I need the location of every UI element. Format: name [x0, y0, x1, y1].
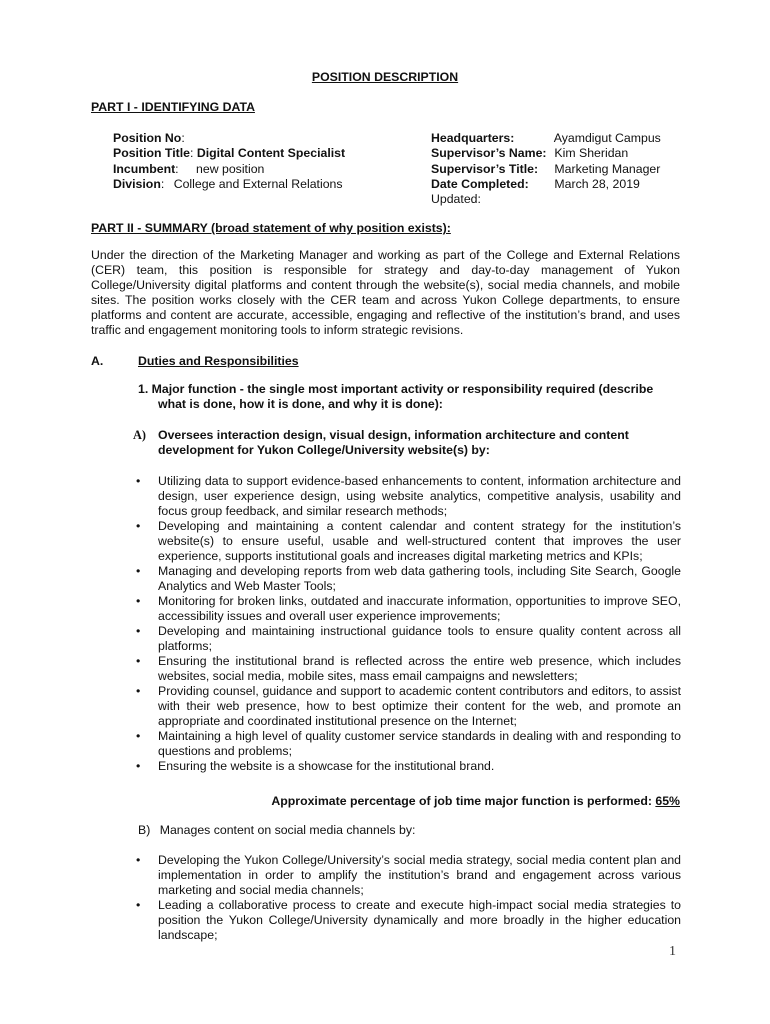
position-title-value: Digital Content Specialist [196, 146, 346, 161]
list-item [136, 624, 681, 654]
section-a-letter: A. [91, 354, 104, 368]
page-number: 1 [669, 944, 676, 959]
identifying-data-left [113, 131, 345, 192]
headquarters-value: Ayamdigut Campus [553, 131, 661, 145]
list-item [136, 564, 681, 594]
list-item [136, 759, 681, 774]
list-item-text: Developing and maintaining a content calendar and content strategy for the institution’s website(s) to ensure useful, usable and well-structured content that improves the user experience, supports institutional goals and increases digital marketing metrics and KPIs; [158, 519, 681, 563]
list-item-text: Maintaining a high level of quality customer service standards in dealing with and responding to questions and problems; [158, 729, 681, 758]
subsection-a-heading: Oversees interaction design, visual design, information architecture and content development for Yukon College/University website(s) by: [158, 428, 629, 457]
subsection-a-bullets [136, 474, 681, 774]
list-item-text: Developing and maintaining instructional guidance tools to ensure quality content across all platforms; [158, 624, 681, 653]
list-item [136, 474, 681, 519]
incumbent-label: Incumbent [113, 161, 176, 176]
major-function-heading [138, 382, 683, 412]
supervisor-name-label: Supervisor’s Name [431, 146, 543, 161]
supervisor-name-row: Supervisor’s Name: Kim Sheridan [431, 146, 629, 161]
list-item-text: Managing and developing reports from web data gathering tools, including Site Search, Google Analytics and Web Master Tools; [158, 564, 681, 593]
division-label: Division [113, 176, 161, 191]
subsection-a-marker: A) [133, 428, 146, 442]
position-title-label: Position Title [113, 146, 190, 161]
list-item-text: Ensuring the institutional brand is reflected across the entire web presence, which includes websites, social media, mobile sites, mass email campaigns and newsletters; [158, 654, 681, 683]
position-no-label: Position No [113, 131, 182, 145]
list-item [136, 898, 681, 943]
bullet-icon: • [136, 624, 141, 638]
major-function-text: 1. Major function - the single most important activity or responsibility required (describe what is done, how it is done, and why it is done): [138, 382, 654, 411]
summary-paragraph: Under the direction of the Marketing Manager and working as part of the College and External Relations (CER) team, this position is responsible for strategy and day-to-day management of Yukon College/University digital platforms and content through the website(s), social media channels, and mobile sites. The position works closely with the CER team and across Yukon College departments, to ensure platforms and content are accurate, accessible, engaging and reflective of the institution’s brand, and uses traffic and engagement monitoring tools to inform strategic revisions. [91, 248, 680, 337]
list-item [136, 519, 681, 564]
time-percentage-label: Approximate percentage of job time major function is performed: [271, 794, 652, 808]
subsection-b-bullets [136, 853, 681, 943]
subsection-b [138, 823, 415, 838]
bullet-icon: • [136, 654, 141, 668]
bullet-icon: • [136, 564, 141, 578]
section-a-heading: Duties and Responsibilities [138, 354, 299, 368]
date-completed-value: March 28, 2019 [554, 176, 640, 191]
list-item-text: Leading a collaborative process to create and execute high-impact social media strategies to position the Yukon College/University dynamically and more broadly in the higher education landscape; [158, 898, 681, 942]
time-percentage-value: 65% [655, 794, 680, 808]
subsection-b-heading: Manages content on social media channels by: [159, 823, 416, 837]
position-title-row: Position Title: Digital Content Specialist [113, 146, 346, 161]
bullet-icon: • [136, 684, 141, 698]
updated-row [431, 192, 661, 207]
list-item [136, 684, 681, 729]
division-value: College and External Relations [173, 176, 343, 191]
list-item-text: Monitoring for broken links, outdated and inaccurate information, opportunities to improve SEO, accessibility issues and overall user experience improvements; [158, 594, 681, 623]
list-item [136, 594, 681, 624]
document-title: POSITION DESCRIPTION [311, 70, 459, 84]
supervisor-title-row: Supervisor’s Title: Marketing Manager [431, 161, 661, 176]
division-row: Division: College and External Relations [113, 176, 343, 191]
subsection-a [133, 428, 683, 458]
subsection-b-marker: B) [138, 823, 151, 837]
bullet-icon: • [136, 853, 141, 867]
list-item [136, 654, 681, 684]
incumbent-row: Incumbent: new position [113, 161, 265, 176]
part2-heading: PART II - SUMMARY (broad statement of why position exists): [91, 221, 451, 235]
bullet-icon: • [136, 898, 141, 912]
list-item-text: Utilizing data to support evidence-based enhancements to content, information architecture and design, user experience design, using website analytics, competitive analysis, usability and focus group feedback, and similar research methods; [158, 474, 681, 518]
supervisor-title-label: Supervisor’s Title [431, 161, 534, 176]
list-item-text: Providing counsel, guidance and support to academic content contributors and editors, to assist with their web presence, how to best optimize their content for the web, and promote an appropriate and coordinated institutional presence on the Internet; [158, 684, 681, 728]
supervisor-name-value: Kim Sheridan [554, 146, 629, 161]
date-completed-row: Date Completed: March 28, 2019 [431, 176, 640, 191]
supervisor-title-value: Marketing Manager [554, 161, 661, 176]
list-item [136, 853, 681, 898]
bullet-icon: • [136, 759, 141, 773]
incumbent-value: new position [196, 161, 265, 176]
updated-label: Updated: [431, 192, 481, 207]
date-completed-label: Date Completed [431, 176, 525, 191]
time-percentage [271, 794, 680, 809]
part1-heading: PART I - IDENTIFYING DATA [91, 100, 255, 114]
headquarters-label: Headquarters [431, 131, 511, 145]
identifying-data-right [431, 131, 661, 207]
bullet-icon: • [136, 594, 141, 608]
position-no-row: Position No: [113, 131, 185, 145]
list-item-text: Developing the Yukon College/University’s social media strategy, social media content plan and implementation in order to amplify the institution’s brand and engagement across various marketing and social media channels; [158, 853, 681, 897]
list-item-text: Ensuring the website is a showcase for the institutional brand. [158, 759, 495, 773]
bullet-icon: • [136, 474, 141, 488]
bullet-icon: • [136, 519, 141, 533]
headquarters-row: Headquarters: Ayamdigut Campus [431, 131, 661, 145]
bullet-icon: • [136, 729, 141, 743]
list-item [136, 729, 681, 759]
